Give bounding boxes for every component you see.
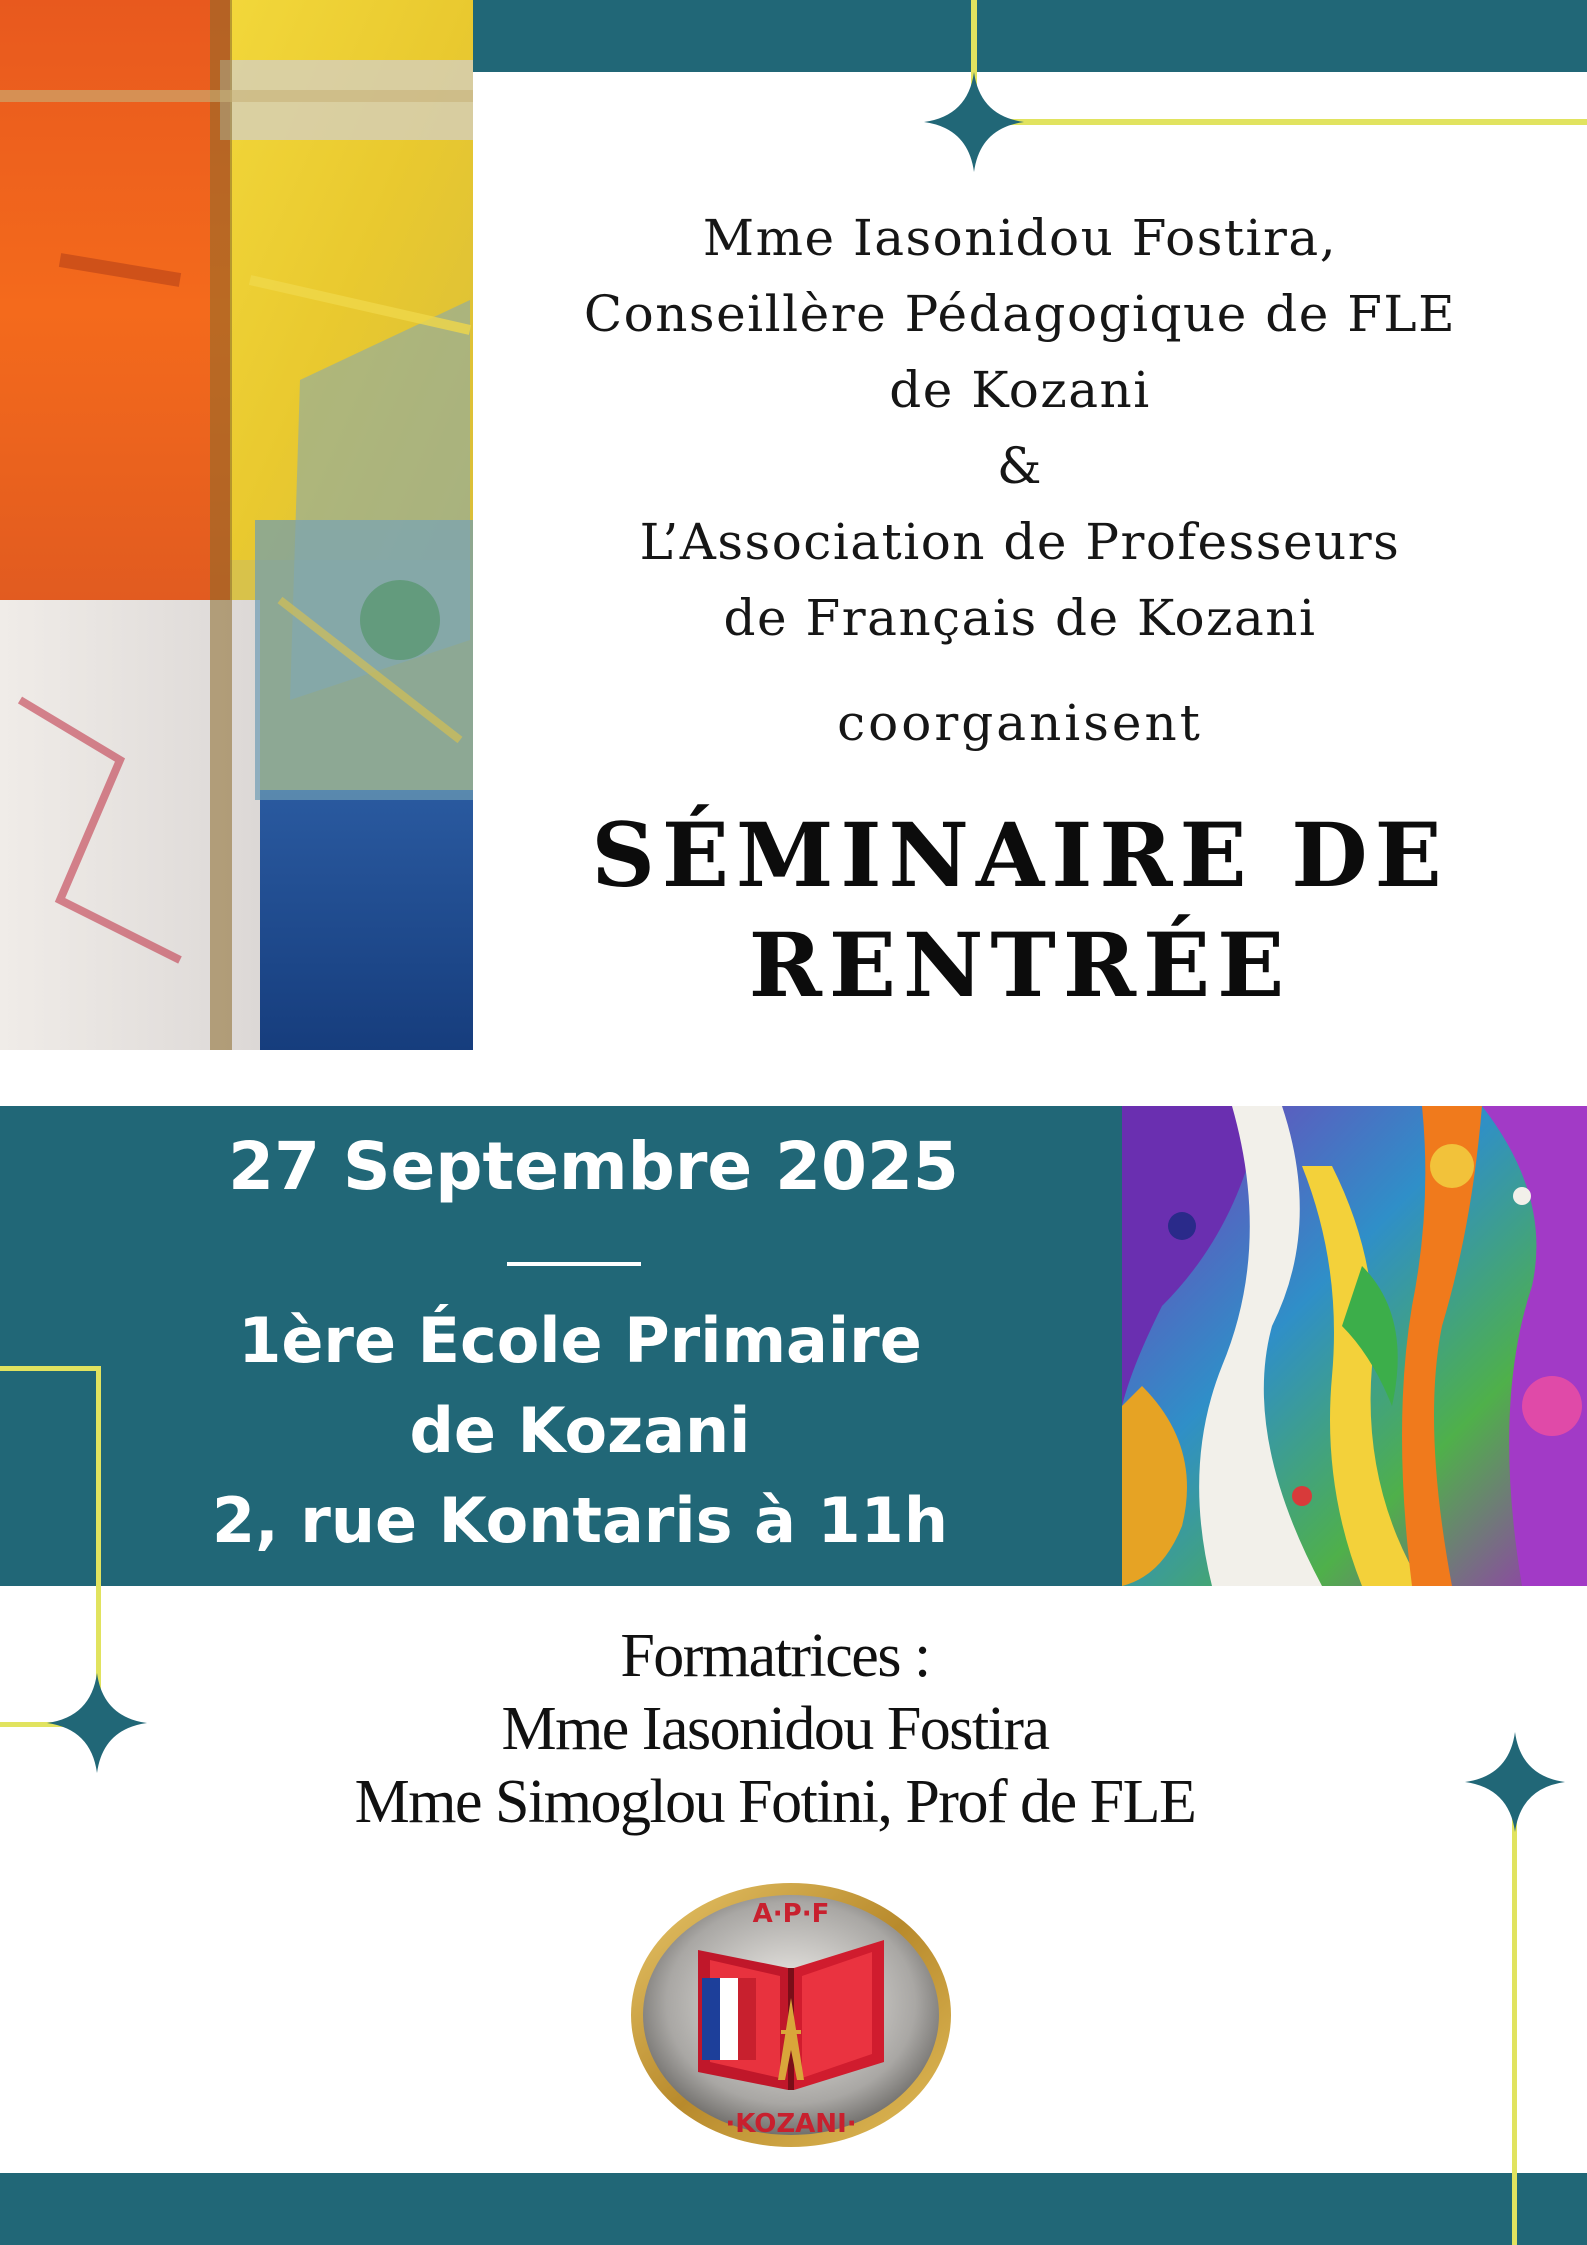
coorganize-text: coorganisent — [837, 694, 1203, 752]
bottom-band — [0, 2173, 1587, 2245]
abstract-painting-left — [0, 0, 473, 1050]
logo-bottom-text: ·KOZANI· — [725, 2109, 857, 2139]
organizers-block — [560, 200, 1480, 656]
four-point-star-icon — [1465, 1732, 1565, 1832]
organizer-line: & — [996, 437, 1043, 495]
venue-line: 1ère École Primaire — [238, 1304, 922, 1377]
event-title — [560, 800, 1480, 1020]
fluid-art-image — [1122, 1106, 1587, 1586]
right-accent-line-bottom — [1512, 2173, 1517, 2245]
organizer-line: de Français de Kozani — [723, 589, 1317, 647]
apf-kozani-logo — [628, 1880, 954, 2150]
trainers-heading: Formatrices : — [620, 1622, 930, 1690]
trainers-block — [200, 1620, 1350, 1839]
trainer-name: Mme Iasonidou Fostira — [501, 1695, 1049, 1763]
logo-top-text: A·P·F — [752, 1899, 830, 1929]
event-date: 27 Septembre 2025 — [228, 1128, 959, 1205]
left-accent-line — [0, 1366, 100, 1371]
title-line: SÉMINAIRE DE — [591, 803, 1449, 907]
organizer-line: Conseillère Pédagogique de FLE — [583, 285, 1457, 343]
title-line: RENTRÉE — [748, 913, 1292, 1017]
venue-line: de Kozani — [409, 1394, 751, 1467]
top-accent-line-horizontal — [974, 119, 1587, 125]
four-point-star-icon — [924, 72, 1024, 172]
left-accent-line-vertical — [96, 1366, 101, 1726]
trainer-name: Mme Simoglou Fotini, Prof de FLE — [354, 1768, 1196, 1836]
divider — [507, 1262, 641, 1266]
organizer-line: de Kozani — [889, 361, 1151, 419]
organizer-line: Mme Iasonidou Fostira, — [702, 209, 1338, 267]
organizer-line: L’Association de Professeurs — [639, 513, 1401, 571]
event-venue — [0, 1296, 1160, 1566]
venue-line: 2, rue Kontaris à 11h — [212, 1484, 948, 1557]
four-point-star-icon — [47, 1673, 147, 1773]
top-band — [473, 0, 1587, 72]
